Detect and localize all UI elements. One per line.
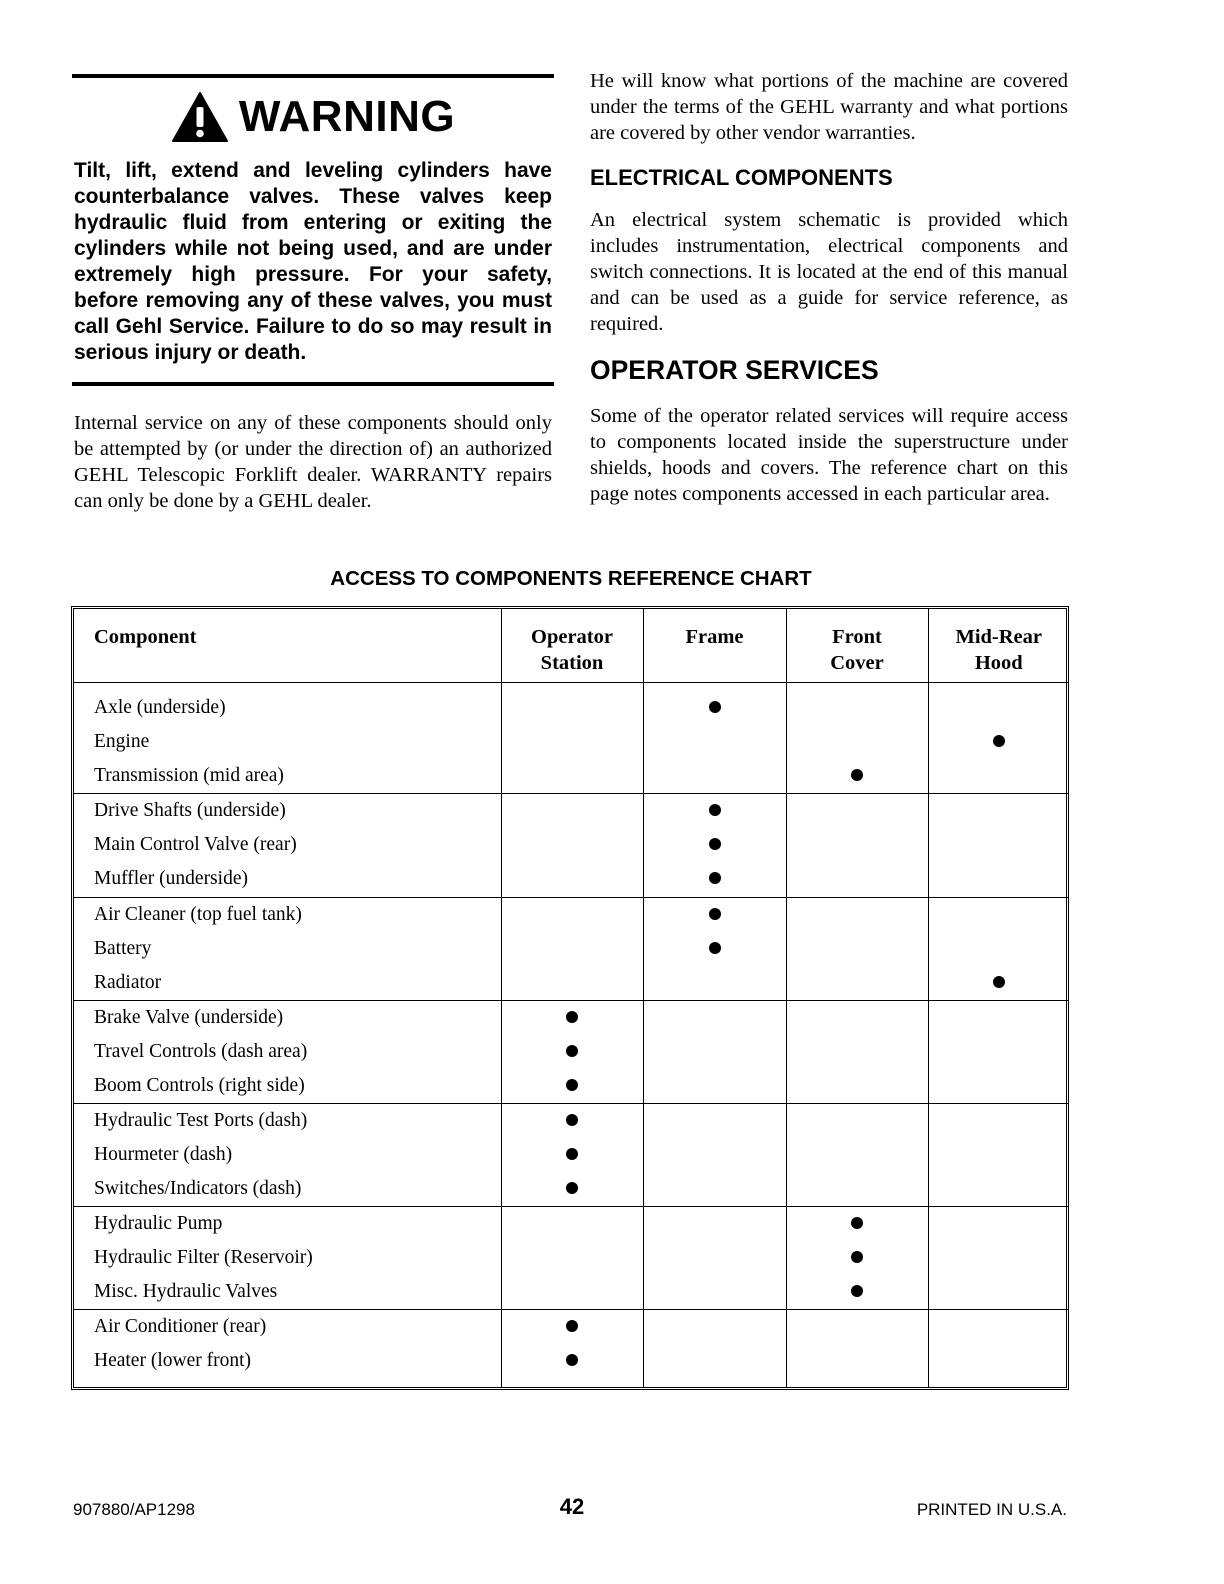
- warning-column: [72, 74, 554, 535]
- service-paragraph: Internal service on any of these components should only be attempted by (or under the direction of) an authorized GEHL Telescopic Forklift dealer. WARRANTY repairs can only be done by a GEHL dealer.: [74, 412, 552, 512]
- mark-cell: [643, 1207, 786, 1310]
- access-dot-icon: [566, 1182, 578, 1194]
- component-name: Air Conditioner (rear): [94, 1316, 267, 1337]
- mark-cell: [928, 683, 1069, 794]
- component-name: Travel Controls (dash area): [94, 1041, 308, 1062]
- mark-cell: [501, 1104, 643, 1207]
- electrical-paragraph: An electrical system schematic is provided which includes instrumentation, electrical components and switch connections. It is located at the end of this manual and can be used as a guide for service reference, as required.: [590, 209, 1068, 335]
- reference-table: [74, 609, 1069, 1387]
- mark-cell: [501, 898, 643, 1001]
- access-dot-icon: [851, 1285, 863, 1297]
- access-dot-icon: [709, 908, 721, 920]
- electrical-heading: ELECTRICAL COMPONENTS: [590, 165, 893, 190]
- chart-title: ACCESS TO COMPONENTS REFERENCE CHART: [330, 567, 812, 590]
- mark-cell: [786, 683, 928, 794]
- component-name: Heater (lower front): [94, 1350, 251, 1371]
- component-names-cell: [74, 1104, 501, 1207]
- mark-cell: [501, 1310, 643, 1388]
- header-frame: Frame: [643, 609, 786, 683]
- access-dot-icon: [566, 1354, 578, 1366]
- access-dot-icon: [709, 872, 721, 884]
- component-names-cell: [74, 1001, 501, 1104]
- mark-cell: [501, 1001, 643, 1104]
- access-dot-icon: [566, 1045, 578, 1057]
- access-dot-icon: [566, 1114, 578, 1126]
- component-name: Radiator: [94, 972, 162, 993]
- access-dot-icon: [566, 1320, 578, 1332]
- component-name: Battery: [94, 938, 152, 959]
- component-name: Brake Valve (underside): [94, 1007, 284, 1028]
- page-number: 42: [559, 1494, 585, 1519]
- component-name: Boom Controls (right side): [94, 1075, 305, 1096]
- component-names-cell: [74, 683, 501, 794]
- mark-cell: [786, 898, 928, 1001]
- access-dot-icon: [709, 942, 721, 954]
- mark-cell: [501, 794, 643, 898]
- component-name: Switches/Indicators (dash): [94, 1178, 302, 1199]
- mark-cell: [643, 1001, 786, 1104]
- info-column: [590, 68, 1068, 507]
- table-row-group: [74, 683, 1069, 794]
- access-dot-icon: [566, 1148, 578, 1160]
- component-name: Misc. Hydraulic Valves: [94, 1281, 278, 1302]
- component-names-cell: [74, 1207, 501, 1310]
- operator-heading: OPERATOR SERVICES: [590, 355, 879, 385]
- warning-triangle-icon: [171, 91, 229, 143]
- header-component: Component: [74, 609, 501, 683]
- table-row-group: [74, 1001, 1069, 1104]
- component-names-cell: [74, 794, 501, 898]
- table-row-group: [74, 1104, 1069, 1207]
- table-row-group: [74, 1310, 1069, 1388]
- reference-chart: [71, 606, 1069, 1390]
- mark-cell: [786, 1104, 928, 1207]
- component-names-cell: [74, 1310, 501, 1388]
- printed-note: PRINTED IN U.S.A.: [916, 1500, 1067, 1519]
- warning-text: Tilt, lift, extend and leveling cylinders have counterbalance valves. These valves keep hydraulic fluid from entering or exiting the cylinders while not being used, and are under extremely high pressure. For your safety, before removing any of these valves, you must call Gehl Service. Failure to do so may result in serious injury or death.: [74, 159, 552, 364]
- component-name: Transmission (mid area): [94, 765, 284, 786]
- table-row-group: [74, 898, 1069, 1001]
- header-mid-rear-hood: Mid-Rear Hood: [928, 609, 1069, 683]
- mark-cell: [643, 1310, 786, 1388]
- component-name: Air Cleaner (top fuel tank): [94, 904, 302, 925]
- warning-header: [72, 82, 554, 152]
- warranty-paragraph: He will know what portions of the machine are covered under the terms of the GEHL warranty and what portions are covered by other vendor warranties.: [590, 70, 1068, 144]
- mark-cell: [786, 794, 928, 898]
- component-name: Engine: [94, 731, 150, 752]
- mark-cell: [928, 1207, 1069, 1310]
- access-dot-icon: [566, 1011, 578, 1023]
- component-name: Hourmeter (dash): [94, 1144, 233, 1165]
- access-dot-icon: [993, 976, 1005, 988]
- mark-cell: [501, 1207, 643, 1310]
- component-name: Hydraulic Test Ports (dash): [94, 1110, 308, 1131]
- access-dot-icon: [851, 1217, 863, 1229]
- access-dot-icon: [709, 838, 721, 850]
- mark-cell: [786, 1207, 928, 1310]
- warning-title: WARNING: [238, 92, 456, 141]
- access-dot-icon: [851, 1251, 863, 1263]
- mark-cell: [928, 1104, 1069, 1207]
- component-name: Muffler (underside): [94, 868, 248, 889]
- header-front-cover: Front Cover: [786, 609, 928, 683]
- mark-cell: [643, 898, 786, 1001]
- mark-cell: [643, 683, 786, 794]
- mark-cell: [643, 1104, 786, 1207]
- mark-cell: [643, 794, 786, 898]
- access-dot-icon: [709, 701, 721, 713]
- access-dot-icon: [993, 735, 1005, 747]
- mark-cell: [928, 794, 1069, 898]
- mark-cell: [501, 683, 643, 794]
- mark-cell: [786, 1001, 928, 1104]
- component-name: Main Control Valve (rear): [94, 834, 297, 855]
- component-names-cell: [74, 898, 501, 1001]
- mark-cell: [928, 898, 1069, 1001]
- warning-top-rule: [72, 74, 554, 78]
- doc-number: 907880/AP1298: [73, 1500, 195, 1519]
- access-dot-icon: [566, 1079, 578, 1091]
- component-name: Axle (underside): [94, 697, 226, 718]
- mark-cell: [928, 1001, 1069, 1104]
- mark-cell: [786, 1310, 928, 1388]
- warning-bottom-rule: [72, 382, 554, 386]
- header-operator-station: Operator Station: [501, 609, 643, 683]
- mark-cell: [928, 1310, 1069, 1388]
- table-header-row: [74, 609, 1069, 683]
- component-name: Drive Shafts (underside): [94, 800, 286, 821]
- operator-paragraph: Some of the operator related services will require access to components located inside the superstructure under shields, hoods and covers. The reference chart on this page notes components accessed in each particular area.: [590, 405, 1068, 505]
- access-dot-icon: [709, 804, 721, 816]
- table-row-group: [74, 794, 1069, 898]
- component-name: Hydraulic Pump: [94, 1213, 223, 1234]
- table-body: [74, 683, 1069, 1388]
- component-name: Hydraulic Filter (Reservoir): [94, 1247, 313, 1268]
- table-row-group: [74, 1207, 1069, 1310]
- access-dot-icon: [851, 769, 863, 781]
